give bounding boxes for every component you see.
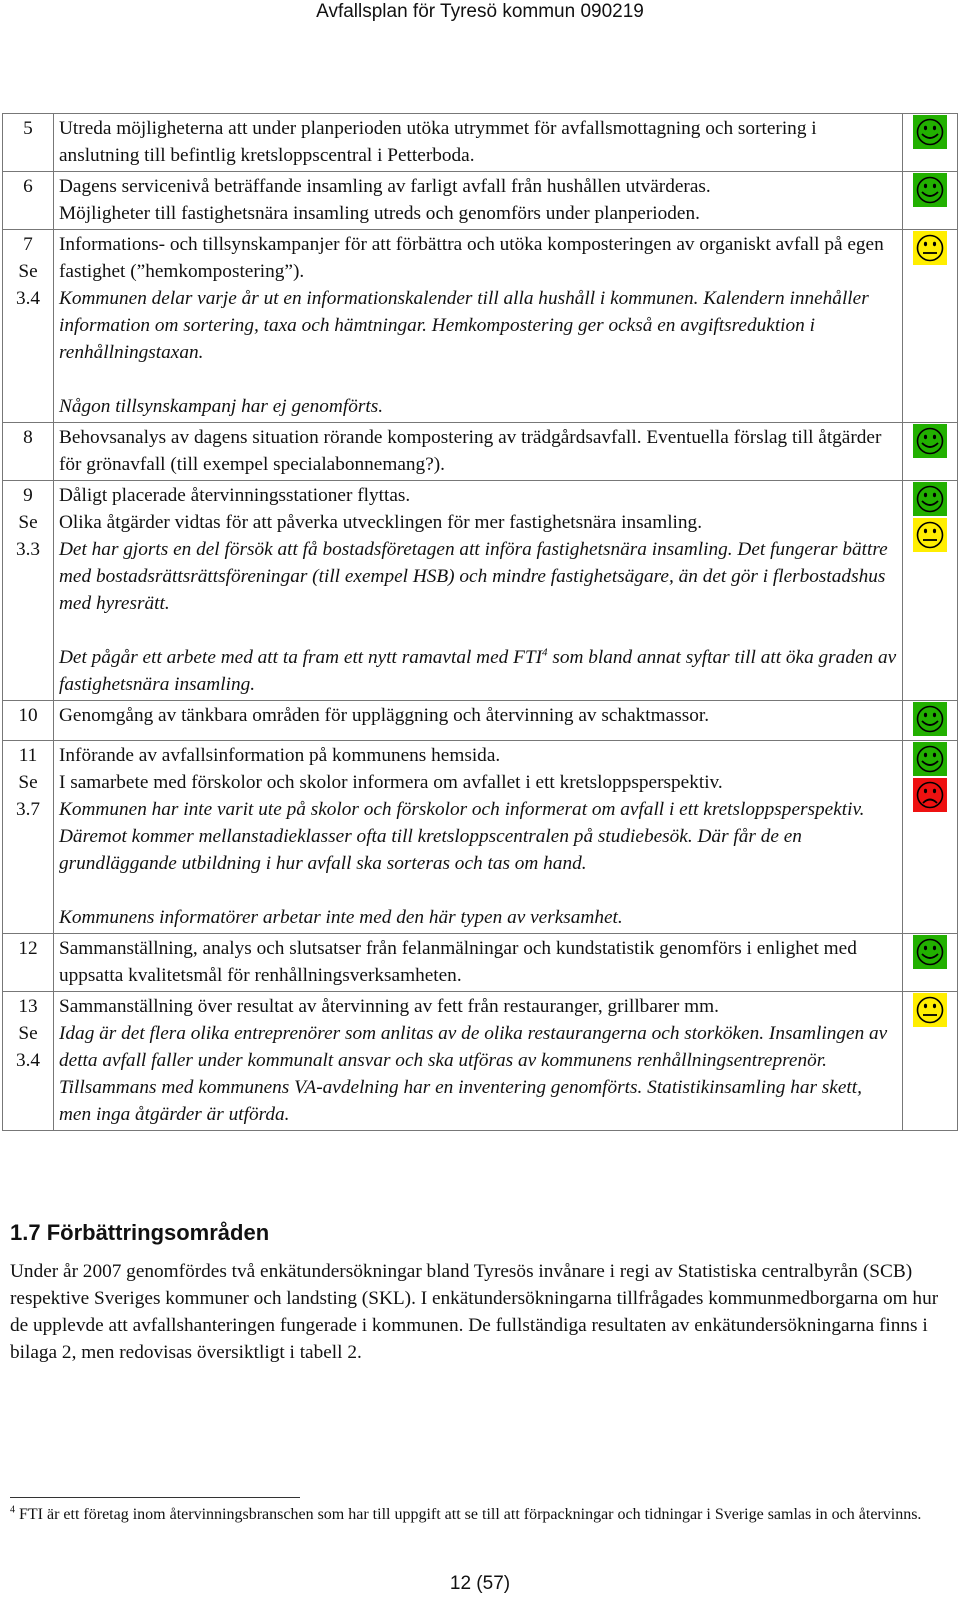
text-segment: I samarbete med förskolor och skolor informera om avfallet i ett kretsloppsperspektiv. [59, 772, 723, 793]
action-text [59, 482, 897, 509]
status-cell [903, 992, 958, 1131]
row-number: 12 [18, 938, 38, 959]
table-row [3, 481, 958, 701]
happy-face-icon [913, 482, 947, 516]
status-comment [59, 1020, 897, 1128]
table-row [3, 701, 958, 741]
status-cell [903, 423, 958, 481]
row-number: Se [18, 512, 38, 533]
text-segment: Utreda möjligheterna att under planperioden utöka utrymmet för avfallsmottagning och sortering i anslutning till befintlig kretsloppscentral i Petterboda. [59, 118, 817, 166]
text-segment: Dåligt placerade återvinningsstationer flyttas. [59, 485, 411, 506]
row-number-cell [3, 172, 54, 230]
text-segment: Möjligheter till fastighetsnära insamling utreds och genomförs under planperioden. [59, 203, 700, 224]
row-number-cell [3, 114, 54, 172]
table-row [3, 172, 958, 230]
action-text-cell [54, 481, 903, 701]
footnote-text: FTI är ett företag inom återvinningsbranschen som har till uppgift att se till att förpackningar och tidningar i Sverige samlas in och återvinns. [15, 1506, 922, 1523]
text-segment: Kommunen har inte varit ute på skolor och förskolor och informerat om avfall i ett kretsloppsperspektiv. Däremot kommer mellanstadieklasser ofta till kretsloppscentralen på studiebesök. Där får de en grundläggande utbildning i hur avfall ska sorteras och tas om hand. [59, 799, 865, 874]
footnote [10, 1504, 945, 1526]
text-segment: Någon tillsynskampanj har ej genomförts. [59, 396, 384, 417]
row-number: 13 [18, 996, 38, 1017]
row-number: 8 [23, 427, 33, 448]
neutral-face-icon [913, 993, 947, 1027]
sad-face-icon [913, 778, 947, 812]
page-number: 12 (57) [449, 1573, 511, 1594]
happy-face-icon [913, 424, 947, 458]
action-text [59, 935, 897, 989]
action-text [59, 702, 897, 729]
action-text [59, 115, 897, 169]
happy-face-icon [913, 115, 947, 149]
neutral-face-icon [913, 231, 947, 265]
row-number-cell [3, 741, 54, 934]
row-number-cell [3, 701, 54, 741]
text-segment: Informations- och tillsynskampanjer för att förbättra och utöka komposteringen av organiskt avfall på egen fastighet (”hemkompostering”). [59, 234, 884, 282]
table-row [3, 741, 958, 934]
row-number-cell [3, 481, 54, 701]
status-cell [903, 172, 958, 230]
text-segment: Kommunens informatörer arbetar inte med den här typen av verksamhet. [59, 907, 623, 928]
happy-face-icon [913, 173, 947, 207]
action-text-cell [54, 992, 903, 1131]
status-comment [59, 644, 897, 698]
happy-face-icon [913, 742, 947, 776]
row-number: Se [18, 1023, 38, 1044]
blank-line [59, 617, 897, 644]
status-cell [903, 701, 958, 741]
row-number: 3.7 [15, 799, 41, 820]
status-comment [59, 285, 897, 366]
row-number-cell [3, 934, 54, 992]
text-segment: Det har gjorts en del försök att få bostadsföretagen att införa fastighetsnära insamling. Det fungerar bättre med bostadsrättsrättsföreningar (till exempel HSB) och mindre fastighetsägare, än det gör i flerbostadshus med hyresrätt. [59, 539, 888, 614]
status-cell [903, 481, 958, 701]
action-table [2, 113, 958, 1131]
action-text [59, 509, 897, 536]
row-number: 6 [23, 176, 33, 197]
action-text-cell [54, 114, 903, 172]
table-row [3, 114, 958, 172]
row-number: 11 [18, 745, 38, 766]
action-text [59, 993, 897, 1020]
table-row [3, 423, 958, 481]
action-text [59, 173, 897, 200]
row-number-cell [3, 423, 54, 481]
row-number: 9 [23, 485, 33, 506]
row-number: 5 [23, 118, 33, 139]
row-number-cell [3, 992, 54, 1131]
text-segment: Det pågår ett arbete med att ta fram ett nytt ramavtal med FTI [59, 647, 543, 668]
action-text-cell [54, 230, 903, 423]
action-text [59, 769, 897, 796]
action-text [59, 231, 897, 285]
section-heading: 1.7 Förbättringsområden [10, 1220, 270, 1245]
blank-line [59, 877, 897, 904]
text-segment: Kommunen delar varje år ut en informationskalender till alla hushåll i kommunen. Kalendern innehåller information om sortering, taxa och hämtningar. Hemkompostering ger också en avgiftsreduktion i renhållningstaxan. [59, 288, 869, 363]
text-segment: Sammanställning över resultat av återvinning av fett från restauranger, grillbarer mm. [59, 996, 719, 1017]
table-row [3, 230, 958, 423]
row-number: Se [18, 261, 38, 282]
action-text [59, 424, 897, 478]
text-segment: Genomgång av tänkbara områden för uppläggning och återvinning av schaktmassor. [59, 705, 710, 726]
page-header: Avfallsplan för Tyresö kommun 090219 [316, 1, 644, 22]
neutral-face-icon [913, 518, 947, 552]
status-cell [903, 114, 958, 172]
action-text-cell [54, 741, 903, 934]
action-text-cell [54, 934, 903, 992]
table-row [3, 934, 958, 992]
text-segment: Dagens servicenivå beträffande insamling av farligt avfall från hushållen utvärderas. [59, 176, 711, 197]
blank-line [59, 366, 897, 393]
status-comment [59, 393, 897, 420]
status-comment [59, 904, 897, 931]
action-text-cell [54, 423, 903, 481]
action-text-cell [54, 172, 903, 230]
text-segment: Olika åtgärder vidtas för att påverka utvecklingen för mer fastighetsnära insamling. [59, 512, 703, 533]
row-number: 3.3 [15, 539, 41, 560]
happy-face-icon [913, 702, 947, 736]
status-cell [903, 934, 958, 992]
status-cell [903, 741, 958, 934]
text-segment: Behovsanalys av dagens situation rörande kompostering av trädgårdsavfall. Eventuella förslag till åtgärder för grönavfall (till exempel specialabonnemang?). [59, 427, 882, 475]
footnote-mark: 4 [10, 1504, 15, 1516]
row-number: 7 [23, 234, 33, 255]
text-segment: Idag är det flera olika entreprenörer som anlitas av de olika restaurangerna och storköken. Insamlingen av detta avfall faller under kommunalt ansvar och ska utföras av kommunens renhållningsentreprenör. Tillsammans med kommunens VA-avdelning har en inventering genomförts. Statistikinsamling har skett, men inga åtgärder är utförda. [59, 1023, 888, 1125]
row-number: 10 [18, 705, 38, 726]
status-comment [59, 796, 897, 877]
action-text-cell [54, 701, 903, 741]
text-segment: som bland annat syftar till att öka graden av fastighetsnära insamling. [59, 647, 897, 695]
row-number-cell [3, 230, 54, 423]
row-number: 3.4 [15, 288, 41, 309]
happy-face-icon [913, 935, 947, 969]
action-text [59, 742, 897, 769]
status-cell [903, 230, 958, 423]
section-paragraph: Under år 2007 genomfördes två enkätundersökningar bland Tyresös invånare i regi av Statistiska centralbyrån (SCB) respektive Sveriges kommuner och landsting (SKL). I enkätundersökningarna tillfrågades kommunmedborgarna om hur de upplevde att avfallshanteringen fungerade i kommunen. De fullständiga resultaten av enkätundersökningarna finns i bilaga 2, men redovisas översiktligt i tabell 2. [10, 1261, 939, 1363]
text-segment: Införande av avfallsinformation på kommunens hemsida. [59, 745, 501, 766]
status-comment [59, 536, 897, 617]
table-row [3, 992, 958, 1131]
footnote-divider [10, 1497, 300, 1498]
row-number: 3.4 [15, 1050, 41, 1071]
action-text [59, 200, 897, 227]
row-number: Se [18, 772, 38, 793]
footnote-reference: 4 [542, 646, 548, 659]
text-segment: Sammanställning, analys och slutsatser från felanmälningar och kundstatistik genomförs i enlighet med uppsatta kvalitetsmål för renhållningsverksamheten. [59, 938, 857, 986]
